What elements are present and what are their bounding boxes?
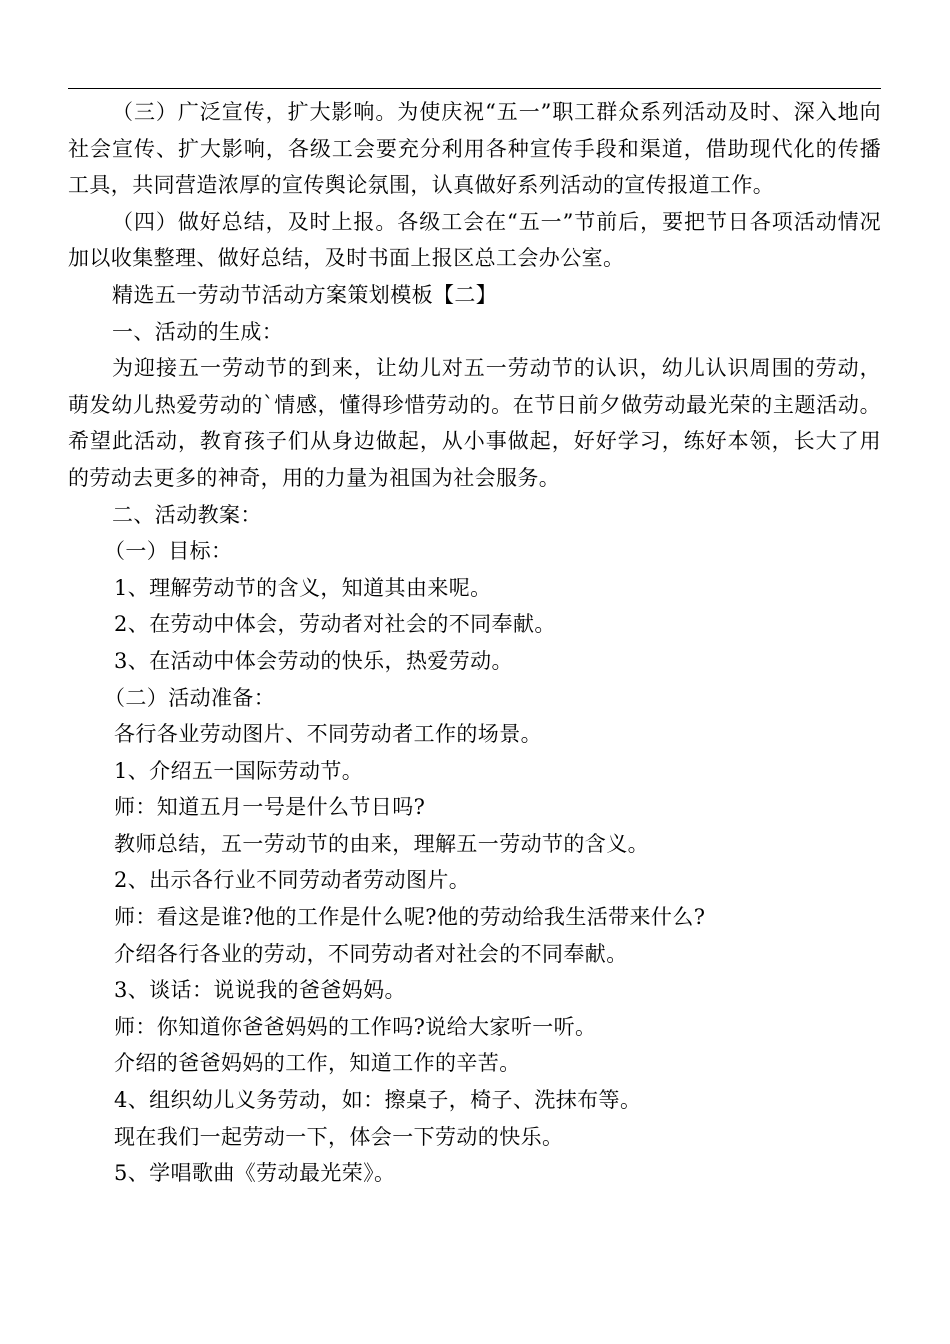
list-item: 介绍的爸爸妈妈的工作，知道工作的辛苦。 [114,1051,521,1076]
list-item: 4、组织幼儿义务劳动，如：擦桌子，椅子、洗抹布等。 [114,1088,642,1113]
heading-activity-origin: 一、活动的生成： [112,319,284,344]
list-item: 3、在活动中体会劳动的快乐，热爱劳动。 [114,648,513,673]
list-item: 各行各业劳动图片、不同劳动者工作的场景。 [114,722,542,747]
list-item: 师：你知道你爸爸妈妈的工作吗?说给大家听一听。 [114,1014,597,1039]
list-item: 2、出示各行业不同劳动者劳动图片。 [114,868,471,893]
heading-preparation: （二）活动准备： [104,685,276,710]
list-item: 1、介绍五一国际劳动节。 [114,758,364,783]
list-item: 现在我们一起劳动一下，体会一下劳动的快乐。 [114,1124,564,1149]
list-item: 教师总结，五一劳动节的由来，理解五一劳动节的含义。 [114,831,649,856]
paragraph-publicity: （三）广泛宣传，扩大影响。为使庆祝“五一”职工群众系列活动及时、深入地向社会宣传、扩大影响，各级工会要充分利用各种宣传手段和渠道，借助现代化的传播工具，共同营造浓厚的宣传舆论氛围，认真做好系列活动的宣传报道工作。 [68,100,881,198]
heading-goals: （一）目标： [104,539,233,564]
list-item: 5、学唱歌曲《劳动最光荣》。 [114,1161,396,1186]
header-rule [68,88,881,89]
paragraph-activity-origin: 为迎接五一劳动节的到来，让幼儿对五一劳动节的认识，幼儿认识周围的劳动，萌发幼儿热爱劳动的`情感，懂得珍惜劳动的。在节日前夕做劳动最光荣的主题活动。希望此活动，教育孩子们从身边做起，从小事做起，好好学习，练好本领，长大了用的劳动去更多的神奇，用的力量为祖国为社会服务。 [68,356,881,490]
list-item: 2、在劳动中体会，劳动者对社会的不同奉献。 [114,612,556,637]
document-body [68,94,881,1192]
list-item: 介绍各行各业的劳动，不同劳动者对社会的不同奉献。 [114,941,628,966]
list-item: 3、谈话：说说我的爸爸妈妈。 [114,978,406,1003]
list-item: 师：看这是谁?他的工作是什么呢?他的劳动给我生活带来什么? [114,905,706,930]
section-title: 精选五一劳动节活动方案策划模板【二】 [112,282,498,307]
paragraph-summary-report: （四）做好总结，及时上报。各级工会在“五一”节前后，要把节日各项活动情况加以收集整理、做好总结，及时书面上报区总工会办公室。 [68,209,881,271]
heading-lesson-plan: 二、活动教案： [112,502,262,527]
list-item: 1、理解劳动节的含义，知道其由来呢。 [114,575,492,600]
list-item: 师：知道五月一号是什么节日吗? [114,795,426,820]
